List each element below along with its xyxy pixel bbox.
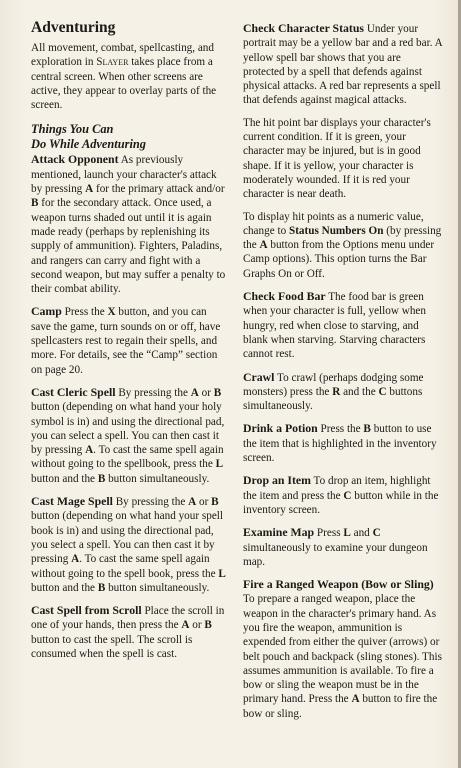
entry-drink-a-potion: Drink a Potion Press the B button to use the item that is highlighted in the inventory screen. <box>243 421 437 465</box>
entry-check-food-bar: Check Food Bar The food bar is green when your character is full, yellow when hungry, red when close to starving, and blank when starving. Starving characters cannot rest. <box>243 289 426 361</box>
entry-examine-map: Examine Map Press L and C simultaneously to examine your dungeon map. <box>243 525 428 568</box>
entry-drop-an-item: Drop an Item To drop an item, highlight the item and press the C button while in the inventory screen. <box>243 473 439 516</box>
entry-cast-cleric-spell: Cast Cleric Spell By pressing the A or B button (depending on what hand your holy symbol is in) and using the directional pad, you can select a spell. You can then cast it by pressing A. To cast the same spell again without going to the spellbook, press the L button and the B button simultaneously. <box>31 384 225 485</box>
entry-check-character-status: Check Character Status Under your portrait may be a yellow bar and a red bar. A yellow spell bar shows that you are protected by a spell that defends against physical attacks. A red bar represents a spell that defends against magical attacks. <box>243 21 443 107</box>
entry-fire-ranged-weapon: Fire a Ranged Weapon (Bow or Sling) To prepare a ranged weapon, place the weapon in the character's primary hand. As you fire the weapon, ammunition is expended from either the quiver (arrows) or belt pouch and backpack (sling stones). This assumes ammunition is available. To fire a bow or sling the weapon must be in the primary hand. Press the A button to fire the bow or sling. <box>243 577 442 720</box>
subheading: Things You Can Do While Adventuring <box>31 122 146 152</box>
entry-attack-opponent: Attack Opponent As previously mentioned, launch your character's attack by pressing A for the primary attack and/or B for the secondary attack. Once used, a weapon turns shaded out until it is again made ready (perhaps by replenishing its supply of ammunition). Fighters, Paladins, and rangers can carry and fight with a second weapon, but may suffer a penalty to their combat ability. <box>31 152 226 296</box>
hit-point-paragraph: The hit point bar displays your character's current condition. If it is green, your character may be injured, but is in good shape. If it is yellow, your character is moderately wounded. If it is red your character is near death. <box>243 116 431 201</box>
entry-crawl: Crawl To crawl (perhaps dodging some monsters) press the R and the C buttons simultaneously. <box>243 369 424 413</box>
status-numbers-paragraph: To display hit points as a numeric value, change to Status Numbers On (by pressing the A button from the Options menu under Camp options). This option turns the Bar Graphs On or Off. <box>243 210 442 280</box>
entry-cast-spell-from-scroll: Cast Spell from Scroll Place the scroll in one of your hands, then press the A or B button to cast the spell. The scroll is consumed when the spell is cast. <box>31 603 225 660</box>
left-column <box>31 0 227 669</box>
right-column <box>243 0 445 729</box>
entry-cast-mage-spell: Cast Mage Spell By pressing the A or B button (depending on what hand your spell book is in) and using the directional pad, you select a spell. You can then cast it by pressing A. To cast the same spell again without going to the spell book, press the L button and the B button simultaneously. <box>31 494 226 594</box>
intro-paragraph: All movement, combat, spellcasting, and exploration in Slayer takes place from a central screen. When other screens are active, they appear to overlay parts of the screen. <box>31 42 217 112</box>
game-name: Slayer <box>96 56 129 69</box>
section-title: Adventuring <box>31 19 116 36</box>
entry-camp: Camp Press the X button, and you can save the game, turn sounds on or off, have spellcasters rest to regain their spells, and more. For details, see the “Camp” section on page 20. <box>31 304 221 376</box>
